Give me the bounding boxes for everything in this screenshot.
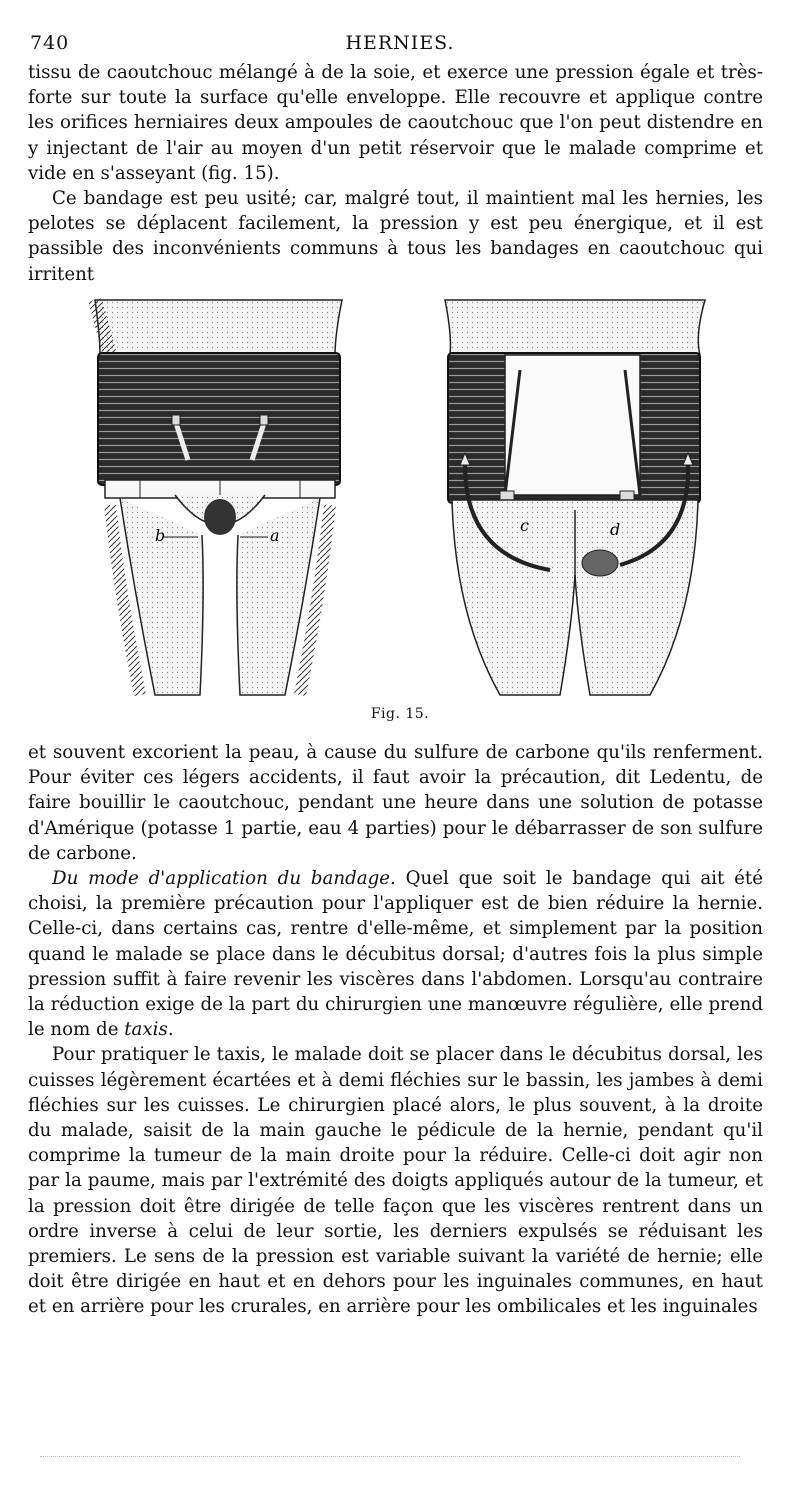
label-a: a: [270, 526, 280, 545]
label-c: c: [520, 516, 529, 535]
figure-caption: Fig. 15.: [370, 706, 430, 722]
running-head: HERNIES.: [345, 32, 455, 54]
label-d: d: [610, 520, 621, 539]
front-view: [95, 300, 342, 695]
figure-15: [80, 295, 720, 700]
term-taxis: taxis: [124, 1019, 168, 1041]
figure-illustration: [80, 295, 720, 700]
paragraph-body: Quel que soit le bandage qui ait été choisi, la première précaution pour l'appliquer est de bien réduire la hernie. Celle-ci, dans certains cas, rentre d'elle-même, et simplement par la position quand le malade se place dans le décubitus dorsal; d'autres fois la plus simple pression suffit à faire revenir les viscères dans l'abdomen. Lorsqu'au contraire la réduction exige de la part du chirurgien une manœuvre régulière, elle prend le nom de: [28, 868, 763, 1041]
paragraph-continued: et souvent excorient la peau, à cause du sulfure de carbone qu'ils renferment. Pour éviter ces légers accidents, il faut avoir la précaution, dit Ledentu, de faire bouillir le caoutchouc, pendant une heure dans une solution de potasse d'Amérique (potasse 1 partie, eau 4 parties) pour le débarrasser de son sulfure de carbone.: [28, 742, 763, 864]
paragraph: [28, 866, 763, 1042]
paragraph: Pour pratiquer le taxis, le malade doit se placer dans le décubitus dorsal, les cuisses légèrement écartées et à demi fléchies sur le bassin, les jambes à demi fléchies sur les cuisses. Le chirurgien placé alors, le plus souvent, à la droite du malade, saisit de la main gauche le pédicule de la hernie, pendant qu'il comprime la tumeur de la main droite pour la réduire. Celle-ci doit agir non par la paume, mais par l'extrémité des doigts appliqués autour de la tumeur, et la pression doit être dirigée de telle façon que les viscères rentrent dans un ordre inverse à celui de leur sortie, les derniers expulsés se réduisant les premiers. Le sens de la pression est variable suivant la variété de hernie; elle doit être dirigée en haut et en dehors pour les inguinales communes, en haut et en arrière pour les crurales, en arrière pour les ombilicales et les inguinales: [28, 1044, 763, 1318]
paragraph-continued: tissu de caoutchouc mélangé à de la soie, et exerce une pression égale et très-forte sur toute la surface qu'elle enveloppe. Elle recouvre et applique contre les orifices herniaires deux ampoules de caoutchouc que l'on peut distendre en y injectant de l'air au moyen d'un petit réservoir que le malade comprime et vide en s'asseyant (fig. 15).: [28, 62, 763, 184]
bottom-text-block: [28, 740, 763, 1320]
page-header: [30, 30, 770, 56]
label-b: b: [155, 526, 166, 545]
page-number: 740: [30, 32, 70, 54]
paragraph-end: .: [167, 1019, 174, 1041]
section-heading: Du mode d'application du bandage.: [52, 868, 396, 890]
paragraph: Ce bandage est peu usité; car, malgré tout, il maintient mal les hernies, les pelotes se déplacent facilement, la pression y est peu énergique, et il est passible des inconvénients communs à tous les bandages en caoutchouc qui irritent: [28, 188, 763, 285]
top-text-block: [28, 60, 763, 287]
footer-rule: [40, 1456, 740, 1457]
back-view: [445, 300, 705, 695]
